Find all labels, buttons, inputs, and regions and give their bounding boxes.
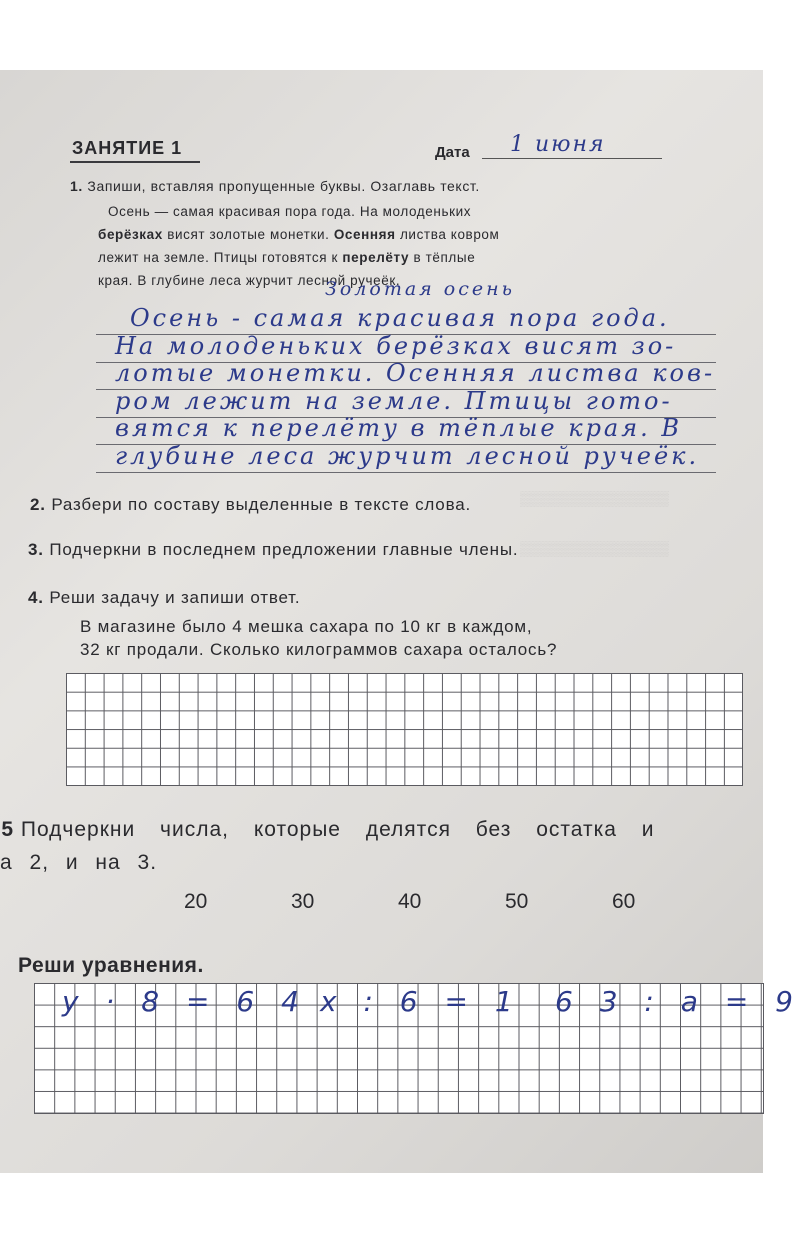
task3-number: 3. bbox=[28, 540, 44, 559]
printed-line bbox=[108, 200, 499, 223]
printed-line bbox=[98, 246, 499, 269]
title-underline bbox=[70, 161, 200, 163]
show-through-text: ▒▒▒▒▒▒▒▒▒▒▒▒▒▒▒ bbox=[520, 490, 669, 506]
task2-text: Разбери по составу выделенные в тексте слова. bbox=[51, 495, 471, 514]
number-option: 40 bbox=[398, 890, 422, 913]
task5-line1 bbox=[0, 818, 655, 842]
ruled-line bbox=[96, 472, 716, 473]
task3-text: Подчеркни в последнем предложении главные члены. bbox=[49, 540, 519, 559]
handwritten-line: глубине леса журчит лесной ручеёк. bbox=[115, 441, 700, 470]
highlighted-word: Осенняя bbox=[333, 227, 396, 242]
task4 bbox=[28, 588, 300, 608]
task4-problem-line2: 32 кг продали. Сколько килограммов сахара осталось? bbox=[80, 640, 558, 659]
answer-grid-task4 bbox=[66, 673, 743, 786]
equation-3: 6 3 : a = 9 bbox=[555, 985, 802, 1018]
highlighted-word: перелёту bbox=[342, 250, 410, 265]
handwritten-title: Золотая осень bbox=[325, 278, 515, 300]
show-through-text: ▒▒▒▒▒▒▒▒▒▒▒▒▒▒▒ bbox=[520, 540, 669, 556]
text-segment: висят золотые монетки. bbox=[162, 227, 334, 242]
equations-instruction: Реши уравнения. bbox=[18, 954, 204, 977]
number-option: 30 bbox=[291, 890, 315, 913]
number-option: 50 bbox=[505, 890, 529, 913]
worksheet-page bbox=[0, 70, 802, 1173]
equation-1: y · 8 = 6 4 bbox=[62, 985, 308, 1018]
number-option: 20 bbox=[184, 890, 208, 913]
task1-instruction bbox=[70, 178, 480, 194]
task5-number: 5 bbox=[1, 818, 14, 841]
task5-line2: а 2, и на 3. bbox=[0, 851, 158, 874]
handwritten-line: вятся к перелёту в тёплые края. В bbox=[115, 414, 683, 442]
text-segment: листва ковром bbox=[395, 227, 500, 242]
task4-problem-line1: В магазине было 4 мешка сахара по 10 кг в каждом, bbox=[80, 617, 533, 636]
highlighted-word: берёзках bbox=[98, 227, 163, 242]
task3 bbox=[28, 540, 518, 560]
task2-number: 2. bbox=[30, 495, 46, 514]
text-segment: в тёплые bbox=[409, 250, 476, 265]
task1-instruction-text: Запиши, вставляя пропущенные буквы. Озаглавь текст. bbox=[87, 178, 480, 194]
handwritten-line: лотые монетки. Осенняя листва ков- bbox=[115, 359, 716, 387]
task4-instruction: Реши задачу и запиши ответ. bbox=[49, 588, 301, 607]
date-label: Дата bbox=[435, 144, 470, 161]
text-segment: лежит на земле. Птицы готовятся к bbox=[98, 250, 343, 265]
handwritten-line: На молоденьких берёзках висят зо- bbox=[115, 331, 677, 360]
handwritten-line: ром лежит на земле. Птицы гото- bbox=[115, 386, 673, 415]
text-segment: Осень — самая красивая пора года. На молоденьких bbox=[108, 204, 472, 219]
task1-number: 1. bbox=[70, 178, 83, 194]
handwritten-line: Осень - самая красивая пора года. bbox=[130, 304, 670, 332]
equation-2: x : 6 = 1 bbox=[320, 985, 522, 1018]
date-line bbox=[482, 158, 662, 159]
task2 bbox=[30, 495, 471, 515]
task5-text: Подчеркни числа, которые делятся без остатка и bbox=[20, 818, 655, 841]
task4-number: 4. bbox=[28, 588, 44, 607]
text-segment: края. В глубине леса журчит лесной ручеёк. bbox=[98, 273, 401, 288]
number-option: 60 bbox=[612, 890, 636, 913]
printed-line bbox=[98, 223, 499, 246]
lesson-title: ЗАНЯТИЕ 1 bbox=[72, 138, 183, 158]
worksheet-photo bbox=[0, 70, 802, 1173]
date-value: 1 июня bbox=[510, 132, 606, 157]
